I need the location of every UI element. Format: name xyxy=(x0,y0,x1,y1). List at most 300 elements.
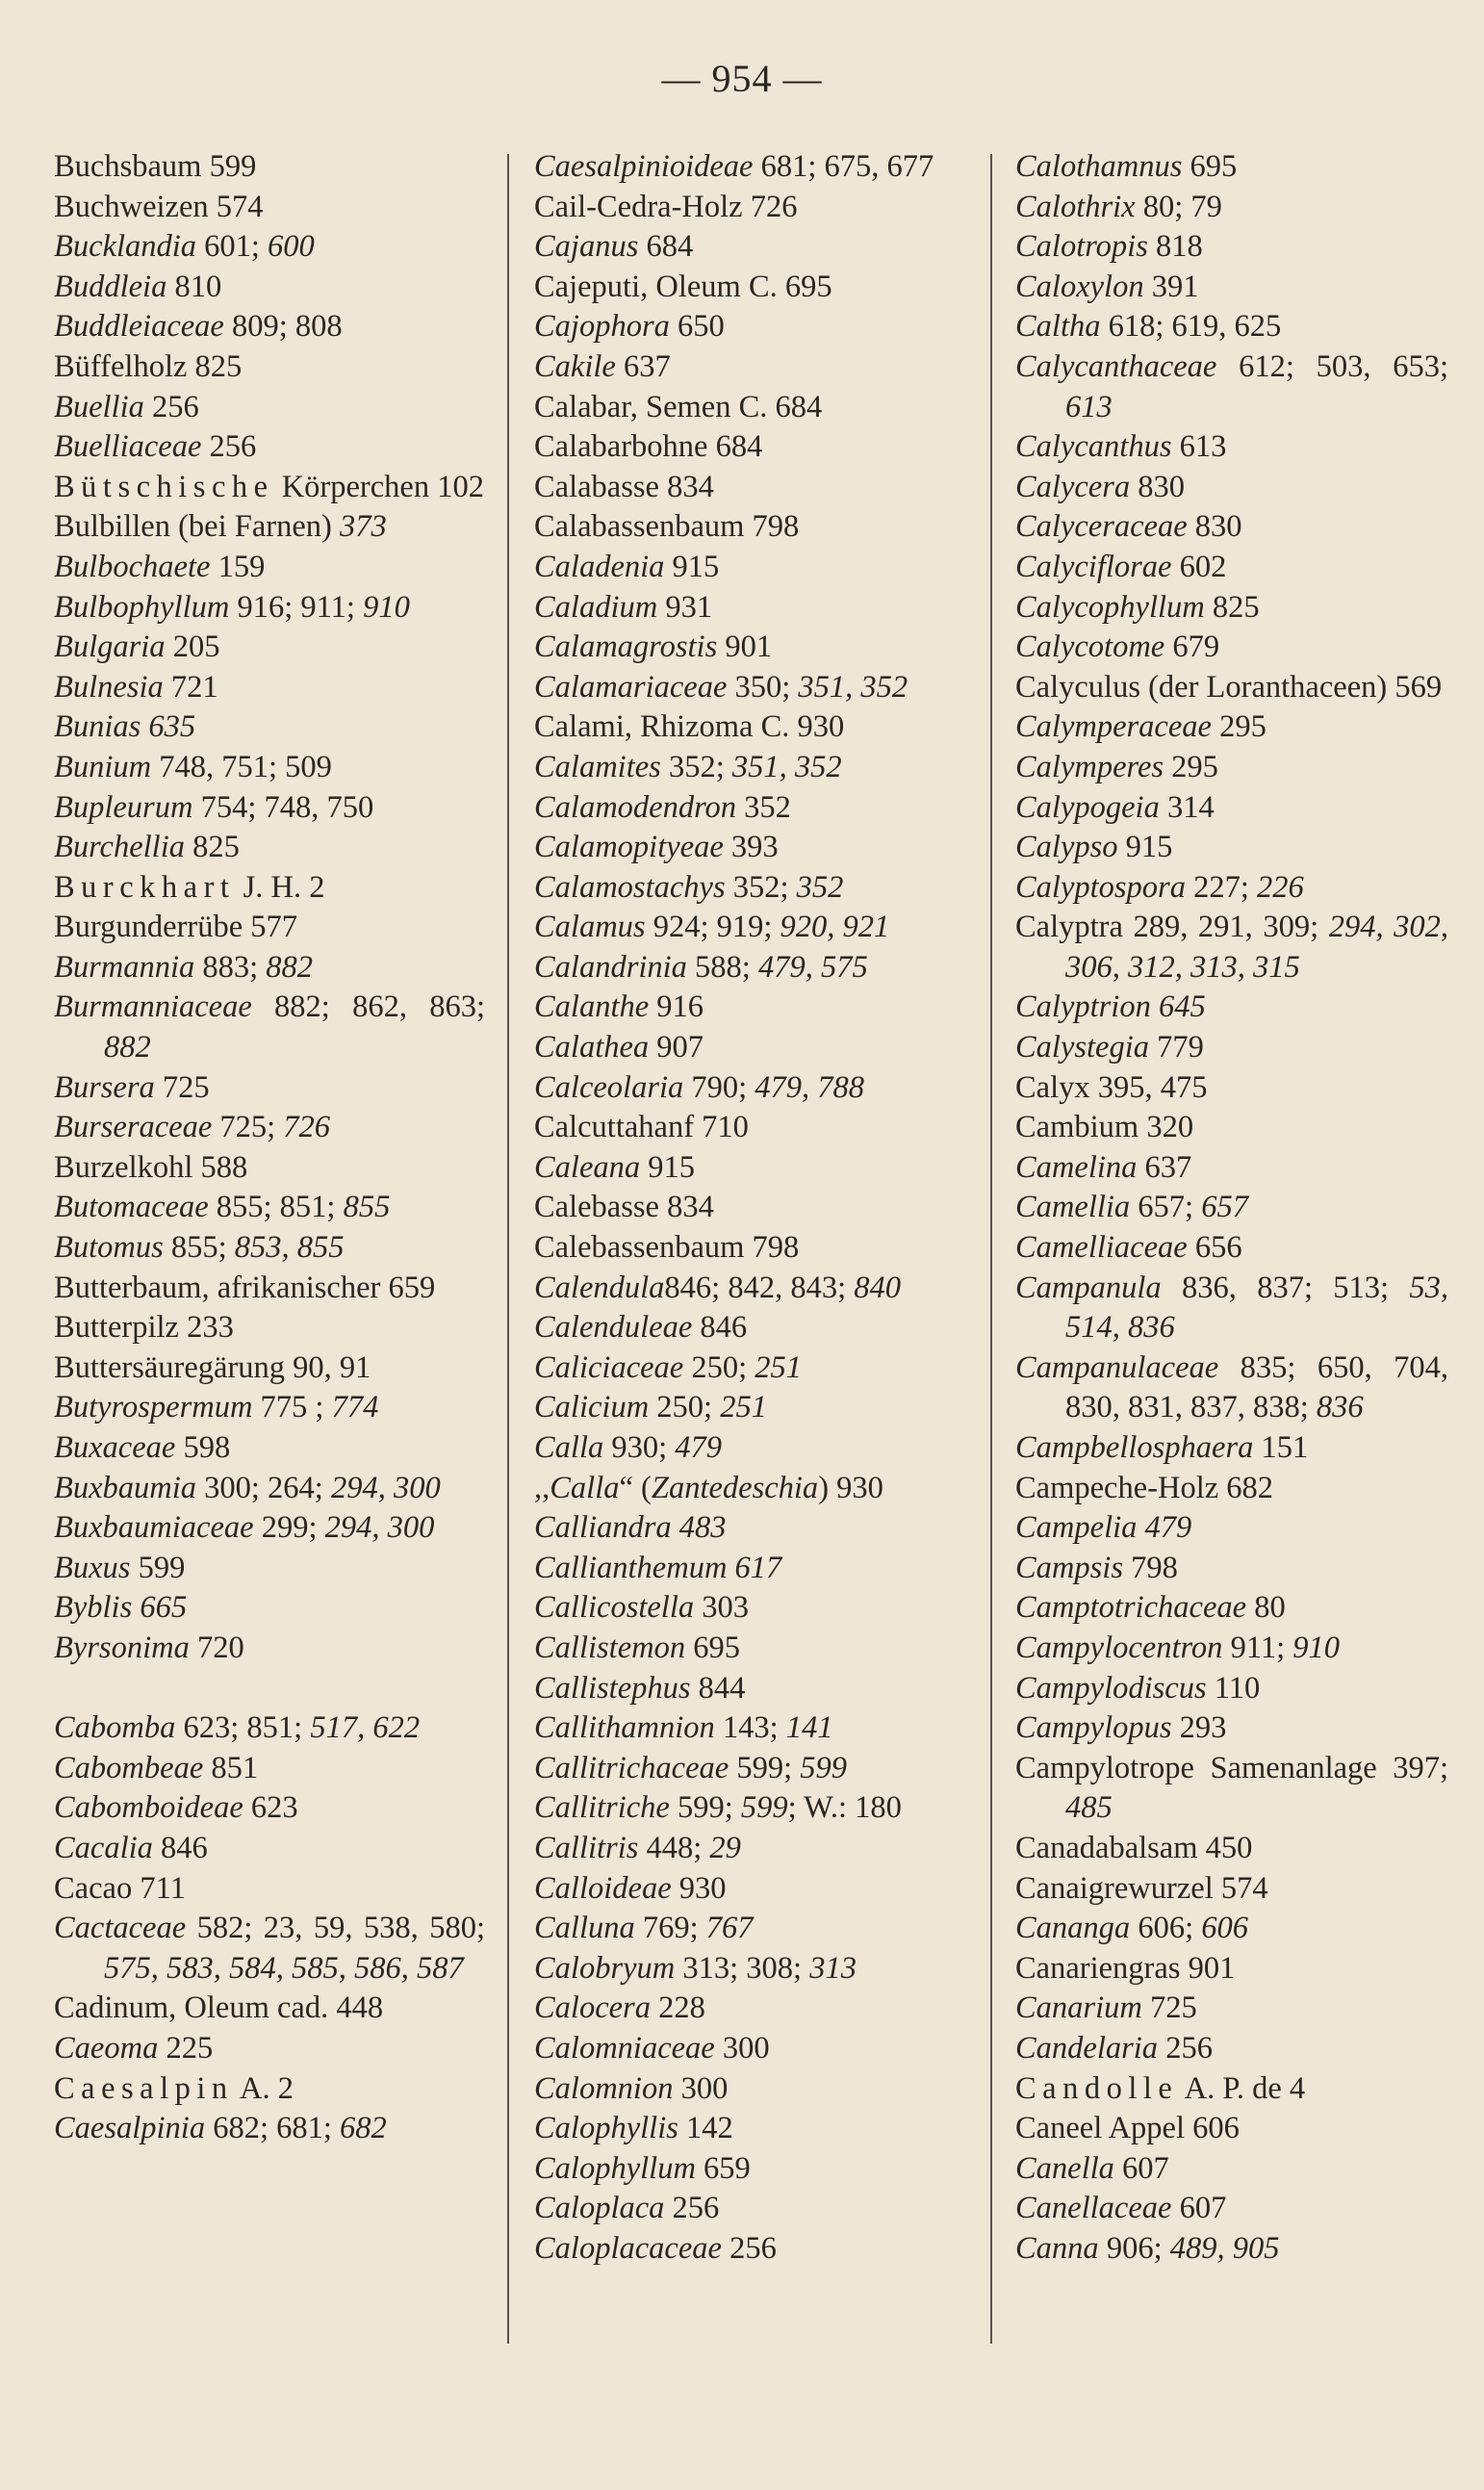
index-entry xyxy=(1015,628,1448,668)
index-entry xyxy=(534,2109,967,2149)
entry-text: 931 xyxy=(657,589,713,625)
entry-text: Buddleiaceae xyxy=(54,309,224,345)
index-entry xyxy=(1015,1428,1448,1469)
entry-text: 350; xyxy=(727,669,799,705)
entry-text: 774 xyxy=(331,1390,379,1425)
index-entry xyxy=(54,307,485,347)
entry-text: Bupleurum xyxy=(54,789,193,825)
entry-text: 225 xyxy=(158,2030,214,2066)
index-entry xyxy=(534,1909,967,1949)
index-entry xyxy=(534,628,967,668)
index-entry xyxy=(534,1148,967,1189)
entry-text: 618; 619, 625 xyxy=(1100,309,1282,345)
entry-text: Calobryum xyxy=(534,1950,676,1986)
entry-text: 684 xyxy=(638,229,694,265)
entry-text: Callianthemum 617 xyxy=(534,1550,782,1585)
index-entry xyxy=(1015,1469,1448,1509)
index-entry xyxy=(534,1549,967,1589)
index-entry xyxy=(54,1788,485,1829)
index-entry xyxy=(54,1269,485,1309)
entry-text: Canadabalsam 450 xyxy=(1015,1830,1253,1865)
index-entry xyxy=(534,828,967,868)
index-entry xyxy=(54,268,485,308)
entry-text: 779 xyxy=(1149,1030,1204,1065)
entry-text: 601; xyxy=(196,229,269,265)
entry-text: Calocera xyxy=(534,1990,651,2026)
entry-text: Callistephus xyxy=(534,1670,691,1706)
section-gap xyxy=(54,1669,485,1709)
entry-text: Burmanniaceae xyxy=(54,989,252,1025)
entry-text: 299; xyxy=(253,1510,325,1546)
index-entry xyxy=(54,788,485,829)
entry-text: ) 930 xyxy=(818,1470,883,1505)
index-entry xyxy=(1015,147,1448,188)
entry-text: Calamus xyxy=(534,910,646,945)
entry-text: 205 xyxy=(165,629,220,665)
entry-text: Calanthe xyxy=(534,989,650,1025)
entry-text: 479, 788 xyxy=(755,1069,865,1105)
entry-text: 256 xyxy=(201,429,257,465)
entry-text: Calabarbohne 684 xyxy=(534,429,763,465)
entry-text: 681; 675, 677 xyxy=(753,149,934,184)
entry-text: Caeoma xyxy=(54,2030,159,2066)
entry-text: 682 xyxy=(340,2111,387,2146)
entry-text: Callistemon xyxy=(534,1630,686,1665)
index-entry xyxy=(534,1749,967,1789)
index-entry xyxy=(534,268,967,308)
entry-text: 29 xyxy=(709,1830,741,1865)
entry-text: 725 xyxy=(154,1069,210,1105)
entry-text: J. H. 2 xyxy=(235,869,325,905)
entry-text: 159 xyxy=(210,549,266,584)
index-entry xyxy=(534,1669,967,1709)
entry-text: A. P. de 4 xyxy=(1178,2070,1306,2106)
index-entry xyxy=(1015,1188,1448,1228)
entry-text: 606; xyxy=(1130,1911,1202,1946)
index-entry xyxy=(54,908,485,948)
entry-text: Calandrinia xyxy=(534,949,687,985)
index-entry xyxy=(54,707,485,748)
entry-text: Caliciaceae xyxy=(534,1349,684,1385)
index-entry xyxy=(534,507,967,548)
entry-text: Campylocentron xyxy=(1015,1630,1223,1665)
entry-text: 393 xyxy=(723,830,779,865)
index-entry xyxy=(534,1829,967,1869)
index-entry xyxy=(54,188,485,228)
entry-text: Caloplacaceae xyxy=(534,2230,722,2266)
entry-text: 599 xyxy=(740,1790,788,1826)
entry-text: Caladenia xyxy=(534,549,665,584)
index-entry xyxy=(1015,988,1448,1028)
entry-text: Campanulaceae xyxy=(1015,1349,1219,1385)
entry-text: 250; xyxy=(649,1390,721,1425)
index-entry xyxy=(1015,1549,1448,1589)
entry-text: 517, 622 xyxy=(310,1710,421,1746)
entry-text: Calla xyxy=(534,1430,604,1465)
index-entry xyxy=(54,1629,485,1669)
entry-text: 251 xyxy=(755,1349,802,1385)
entry-text: 300 xyxy=(673,2070,729,2106)
entry-text: 300; 264; xyxy=(196,1470,331,1505)
entry-text: Butterpilz 233 xyxy=(54,1310,234,1346)
index-entry xyxy=(54,1228,485,1269)
entry-text: Buddleia xyxy=(54,269,167,304)
entry-text: 313 xyxy=(809,1950,857,1986)
index-entry xyxy=(1015,1228,1448,1269)
entry-text: Calloideae xyxy=(534,1870,672,1906)
entry-text: 80; 79 xyxy=(1135,189,1222,224)
entry-text: 656 xyxy=(1187,1230,1242,1266)
entry-text: Campanula xyxy=(1015,1270,1162,1305)
entry-text: Butomus xyxy=(54,1230,164,1266)
index-entry xyxy=(1015,2109,1448,2149)
entry-text: 295 xyxy=(1164,749,1218,784)
index-entry xyxy=(1015,2069,1448,2110)
entry-text: Campsis xyxy=(1015,1550,1123,1585)
entry-text: 352 xyxy=(736,789,791,825)
entry-text: 391 xyxy=(1143,269,1199,304)
index-entry xyxy=(1015,2189,1448,2229)
index-entry xyxy=(54,1869,485,1910)
entry-text: Calluna xyxy=(534,1911,635,1946)
index-entry xyxy=(534,948,967,988)
index-entry xyxy=(1015,1629,1448,1669)
index-entry xyxy=(534,1629,967,1669)
index-entry xyxy=(54,2109,485,2149)
entry-text: 695 xyxy=(1182,149,1238,184)
entry-text: Caleana xyxy=(534,1149,641,1185)
index-entry xyxy=(1015,2149,1448,2190)
index-entry xyxy=(534,1869,967,1910)
entry-text: Calycophyllum xyxy=(1015,589,1205,625)
index-entry xyxy=(54,507,485,548)
entry-text: 846; 842, 843; xyxy=(664,1270,855,1305)
entry-text: Calicium xyxy=(534,1390,650,1425)
entry-text: Burchellia xyxy=(54,830,185,865)
entry-text: Caltha xyxy=(1015,309,1101,345)
entry-text: 798 xyxy=(1122,1550,1178,1585)
entry-text: 300 xyxy=(714,2030,770,2066)
entry-text: 754; 748, 750 xyxy=(192,789,374,825)
index-entry xyxy=(1015,1829,1448,1869)
entry-text: Byblis 665 xyxy=(54,1590,188,1626)
entry-text: Callithamnion xyxy=(534,1710,715,1746)
entry-text: Calathea xyxy=(534,1030,650,1065)
entry-text: 882 xyxy=(104,1030,151,1065)
entry-text: Candelaria xyxy=(1015,2030,1159,2066)
entry-text: 227; xyxy=(1185,869,1257,905)
entry-text: Butyrospermum xyxy=(54,1390,253,1425)
entry-text: Campylodiscus xyxy=(1015,1670,1207,1706)
entry-text: Calendula xyxy=(534,1270,665,1305)
entry-text: Campylopus xyxy=(1015,1710,1172,1746)
index-entry xyxy=(1015,788,1448,829)
entry-text: 313; 308; xyxy=(675,1950,810,1986)
entry-text: 695 xyxy=(685,1630,740,1665)
entry-text: 250; xyxy=(683,1349,755,1385)
entry-text: Callitris xyxy=(534,1830,639,1865)
column-divider xyxy=(990,154,992,2344)
entry-text: 351, 352 xyxy=(731,749,842,784)
index-entry xyxy=(1015,468,1448,508)
index-entry xyxy=(534,548,967,588)
entry-text: Calothrix xyxy=(1015,189,1136,224)
entry-text: 836 xyxy=(1316,1390,1364,1425)
entry-text: Canaigrewurzel 574 xyxy=(1015,1870,1268,1906)
entry-text: Buchsbaum 599 xyxy=(54,149,257,184)
entry-text: Calamopityeae xyxy=(534,830,724,865)
entry-text: 110 xyxy=(1206,1670,1261,1706)
index-entry xyxy=(534,347,967,388)
index-entry xyxy=(534,868,967,909)
entry-text: Burgunderrübe 577 xyxy=(54,910,298,945)
index-entry xyxy=(534,707,967,748)
page-number: — 954 — xyxy=(661,57,823,100)
entry-text: Calyciflorae xyxy=(1015,549,1172,584)
column-divider xyxy=(507,154,509,2344)
entry-text: 907 xyxy=(649,1030,704,1065)
entry-text: 810 xyxy=(166,269,222,304)
entry-text: 599 xyxy=(130,1550,186,1585)
entry-text: Calebasse 834 xyxy=(534,1190,714,1225)
entry-text: 840 xyxy=(854,1270,901,1305)
entry-text: 251 xyxy=(720,1390,767,1425)
entry-text: Calycanthus xyxy=(1015,429,1172,465)
index-entry xyxy=(534,908,967,948)
entry-text: 659 xyxy=(695,2150,751,2186)
index-entry xyxy=(1015,828,1448,868)
entry-text: Butterbaum, afrikanischer 659 xyxy=(54,1270,436,1305)
entry-text: 256 xyxy=(143,389,199,424)
entry-text: 479 xyxy=(675,1430,723,1465)
index-entry xyxy=(54,1108,485,1148)
entry-text: 599 xyxy=(800,1750,847,1785)
entry-text: 910 xyxy=(1292,1630,1341,1665)
entry-text: Cajeputi, Oleum C. 695 xyxy=(534,269,832,304)
index-entry xyxy=(1015,868,1448,909)
entry-text: 485 xyxy=(1065,1790,1113,1826)
entry-text: Caesalpinia xyxy=(54,2111,206,2146)
index-entry xyxy=(1015,1269,1448,1348)
index-entry xyxy=(534,427,967,468)
entry-text: Buttersäuregärung 90, 91 xyxy=(54,1349,371,1385)
entry-text: Körperchen 102 xyxy=(273,469,484,504)
entry-text: Cactaceae xyxy=(54,1911,187,1946)
index-entry xyxy=(54,147,485,188)
index-entry xyxy=(54,1829,485,1869)
entry-text: Camellia xyxy=(1015,1190,1131,1225)
entry-text: Campelia 479 xyxy=(1015,1510,1192,1546)
entry-text: 882 xyxy=(266,949,314,985)
entry-text: 924; 919; xyxy=(645,910,780,945)
entry-text: Caloplaca xyxy=(534,2191,665,2226)
entry-text: Cail-Cedra-Holz 726 xyxy=(534,189,798,224)
index-entry xyxy=(1015,588,1448,629)
entry-text: ,, xyxy=(534,1470,550,1505)
entry-text: Burzelkohl 588 xyxy=(54,1149,248,1185)
index-entry xyxy=(1015,668,1448,708)
entry-text: 883; xyxy=(194,949,267,985)
entry-text: Canarium xyxy=(1015,1990,1142,2026)
index-entry xyxy=(1015,188,1448,228)
index-entry xyxy=(534,668,967,708)
entry-text: 489, 905 xyxy=(1169,2230,1280,2266)
entry-text: 846 xyxy=(692,1310,748,1346)
entry-text: 855; 851; xyxy=(208,1190,344,1225)
entry-text: 256 xyxy=(1158,2030,1213,2066)
index-entry xyxy=(54,988,485,1067)
entry-text: 623 xyxy=(243,1790,298,1826)
entry-text: Cajanus xyxy=(534,229,639,265)
entry-text: Bütschische xyxy=(54,469,274,504)
entry-text: 599; xyxy=(669,1790,741,1826)
index-entry xyxy=(54,388,485,428)
entry-text: Cabombeae xyxy=(54,1750,204,1785)
entry-text: Candolle xyxy=(1015,2070,1179,2106)
index-entry xyxy=(54,1348,485,1389)
index-entry xyxy=(534,1428,967,1469)
index-entry xyxy=(534,748,967,788)
entry-text: 809; 808 xyxy=(223,309,343,345)
entry-text: Cakile xyxy=(534,348,616,384)
index-entry xyxy=(534,1949,967,1989)
index-column-2 xyxy=(534,147,967,2269)
index-entry xyxy=(54,1508,485,1549)
index-entry xyxy=(1015,427,1448,468)
entry-text: Callicostella xyxy=(534,1590,695,1626)
entry-text: 613 xyxy=(1065,389,1113,424)
entry-text: Calophyllum xyxy=(534,2150,696,2186)
entry-text: Canariengras 901 xyxy=(1015,1950,1236,1986)
entry-text: Cabomba xyxy=(54,1710,176,1746)
entry-text: Calceolaria xyxy=(534,1069,684,1105)
entry-text: 607 xyxy=(1113,2150,1169,2186)
entry-text: Bulbochaete xyxy=(54,549,211,584)
entry-text: 142 xyxy=(678,2111,733,2146)
index-entry xyxy=(534,227,967,268)
index-column-1 xyxy=(54,147,485,2149)
index-entry xyxy=(1015,908,1448,988)
index-entry xyxy=(54,427,485,468)
entry-text: 600 xyxy=(268,229,315,265)
entry-text: Byrsonima xyxy=(54,1630,190,1665)
index-entry xyxy=(534,988,967,1028)
index-entry xyxy=(1015,1148,1448,1189)
entry-text: 825 xyxy=(184,830,240,865)
index-entry xyxy=(1015,347,1448,427)
index-entry xyxy=(1015,748,1448,788)
index-entry xyxy=(1015,1028,1448,1068)
entry-text: 256 xyxy=(664,2191,720,2226)
entry-text: 915 xyxy=(640,1149,696,1185)
entry-text: Camptotrichaceae xyxy=(1015,1590,1247,1626)
entry-text: Cacalia xyxy=(54,1830,153,1865)
index-entry xyxy=(1015,1669,1448,1709)
index-entry xyxy=(1015,707,1448,748)
index-entry xyxy=(54,2029,485,2069)
entry-text: 293 xyxy=(1171,1710,1227,1746)
index-entry xyxy=(54,1469,485,1509)
entry-text: Calebassenbaum 798 xyxy=(534,1230,800,1266)
entry-text: Canellaceae xyxy=(1015,2191,1172,2226)
index-entry xyxy=(534,1108,967,1148)
entry-text: 818 xyxy=(1147,229,1203,265)
index-entry xyxy=(1015,507,1448,548)
index-entry xyxy=(534,1068,967,1109)
entry-text: 637 xyxy=(615,348,671,384)
entry-text: A. 2 xyxy=(233,2070,294,2106)
entry-text: Bulbillen (bei Farnen) xyxy=(54,509,340,545)
entry-text: Buchweizen 574 xyxy=(54,189,264,224)
entry-text: Bunias 635 xyxy=(54,709,196,745)
entry-text: Calyceraceae xyxy=(1015,509,1188,545)
index-entry xyxy=(1015,548,1448,588)
entry-text: 598 xyxy=(175,1430,231,1465)
entry-text: Calyptra 289, 291, 309; xyxy=(1015,910,1329,945)
entry-text: 314 xyxy=(1159,789,1215,825)
index-entry xyxy=(1015,1708,1448,1749)
entry-text: 143; xyxy=(714,1710,786,1746)
index-entry xyxy=(534,468,967,508)
entry-text: 373 xyxy=(339,509,387,545)
entry-text: Buelliaceae xyxy=(54,429,202,465)
index-entry xyxy=(534,1989,967,2029)
entry-text: Calothamnus xyxy=(1015,149,1183,184)
entry-text: Zantedeschia xyxy=(651,1470,819,1505)
entry-text: Cadinum, Oleum cad. 448 xyxy=(54,1990,384,2026)
index-entry xyxy=(1015,1068,1448,1109)
index-entry xyxy=(534,147,967,188)
entry-text: Bunium xyxy=(54,749,152,784)
entry-text: Calophyllis xyxy=(534,2111,678,2146)
entry-text: Bulgaria xyxy=(54,629,166,665)
index-entry xyxy=(54,748,485,788)
index-entry xyxy=(54,1388,485,1428)
index-entry xyxy=(534,588,967,629)
entry-text: Buxaceae xyxy=(54,1430,176,1465)
entry-text: 682; 681; xyxy=(205,2111,341,2146)
entry-text: Calyptospora xyxy=(1015,869,1186,905)
index-entry xyxy=(54,628,485,668)
entry-text: 855; xyxy=(163,1230,235,1266)
entry-text: Calystegia xyxy=(1015,1030,1150,1065)
index-entry xyxy=(1015,1108,1448,1148)
index-entry xyxy=(1015,1869,1448,1910)
entry-text: 679 xyxy=(1164,629,1220,665)
index-entry xyxy=(54,1148,485,1189)
index-entry xyxy=(1015,2229,1448,2270)
entry-text: Campylotrope Samenanlage 397; xyxy=(1015,1750,1448,1785)
entry-text: 916; 911; xyxy=(229,589,364,625)
entry-text: Calliandra 483 xyxy=(534,1510,727,1546)
entry-text: Canella xyxy=(1015,2150,1114,2186)
entry-text: 256 xyxy=(721,2230,777,2266)
entry-text: Calamites xyxy=(534,749,661,784)
entry-text: Cabomboideae xyxy=(54,1790,243,1826)
entry-text: 930; xyxy=(603,1430,676,1465)
entry-text: 448; xyxy=(638,1830,710,1865)
entry-text: Burseraceae xyxy=(54,1110,213,1145)
entry-text: 725 xyxy=(1141,1990,1197,2026)
entry-text: Calotropis xyxy=(1015,229,1148,265)
entry-text: “ ( xyxy=(619,1470,652,1505)
entry-text: Calymperaceae xyxy=(1015,709,1212,745)
index-entry xyxy=(534,307,967,347)
index-entry xyxy=(54,2069,485,2110)
entry-text: 825 xyxy=(1204,589,1260,625)
entry-text: 352; xyxy=(660,749,732,784)
index-entry xyxy=(534,1228,967,1269)
